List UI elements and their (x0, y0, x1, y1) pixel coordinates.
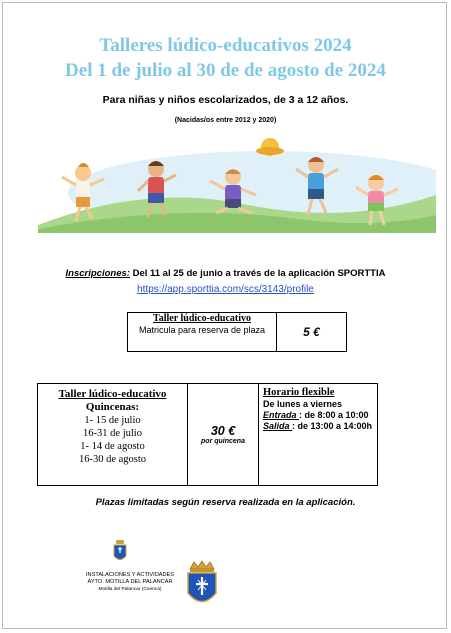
salida-time: : de 13:00 a 14:00h (292, 421, 373, 431)
children-jumping-illustration (38, 133, 436, 233)
registration-header: Taller lúdico-educativo (152, 313, 252, 324)
institution-line-3: Motilla del Palancar (Cuenca) (98, 587, 162, 592)
registration-fee-table (127, 312, 347, 352)
institution-footer (75, 572, 185, 593)
motilla-coat-of-arms-icon (185, 560, 219, 610)
horario-title: Horario flexible (263, 387, 335, 398)
subtitle: Para niñas y niños escolarizados, de 3 a 12 años. (102, 94, 349, 106)
title-line-2: Del 1 de julio al 30 de de agosto de 2024 (65, 60, 386, 81)
quincenas-header: Taller lúdico-educativo (58, 388, 167, 400)
limited-places-note: Plazas limitadas según reserva realizada en la aplicación. (95, 497, 356, 508)
quincenas-subheader: Quincenas: (85, 401, 140, 413)
quincena-price: 30 € (210, 424, 236, 438)
period-item: 1- 15 de julio (84, 415, 141, 426)
period-item: 16-30 de agosto (78, 454, 147, 465)
entrada-time: : de 8:00 a 10:00 (299, 410, 369, 420)
period-item: 1- 14 de agosto (80, 441, 145, 452)
birth-years: (Nacidas/os entre 2012 y 2020) (174, 117, 277, 124)
registration-price: 5 € (277, 313, 347, 352)
institution-line-1: INSTALACIONES Y ACTIVIDADES (86, 572, 174, 578)
entrada-label: Entrada (263, 410, 300, 420)
municipal-crest-icon (113, 540, 127, 564)
registration-cell (128, 313, 277, 352)
institution-line-2: AYTO. MOTILLA DEL PALANCAR (87, 579, 173, 585)
quincena-price-cell (188, 384, 259, 486)
title-line-1: Talleres lúdico-educativos 2024 (99, 35, 352, 56)
salida-label: Salida (263, 421, 293, 431)
inscripciones-label: Inscripciones: (65, 268, 130, 279)
registration-desc: Matricula para reserva de plaza (138, 325, 266, 335)
sporttia-link[interactable]: https://app.sporttia.com/scs/3143/profile (137, 284, 314, 295)
inscripciones-dates: Del 11 al 25 de junio a través de la aplicación SPORTTIA (129, 268, 386, 279)
quincena-price-unit: por quincena (201, 438, 245, 445)
horario-cell (259, 384, 378, 486)
inscripciones-text (0, 268, 451, 279)
horario-days: De lunes a viernes (263, 399, 343, 409)
quincenas-cell (38, 384, 188, 486)
quincenas-table (37, 383, 378, 486)
period-item: 16-31 de julio (83, 428, 142, 439)
